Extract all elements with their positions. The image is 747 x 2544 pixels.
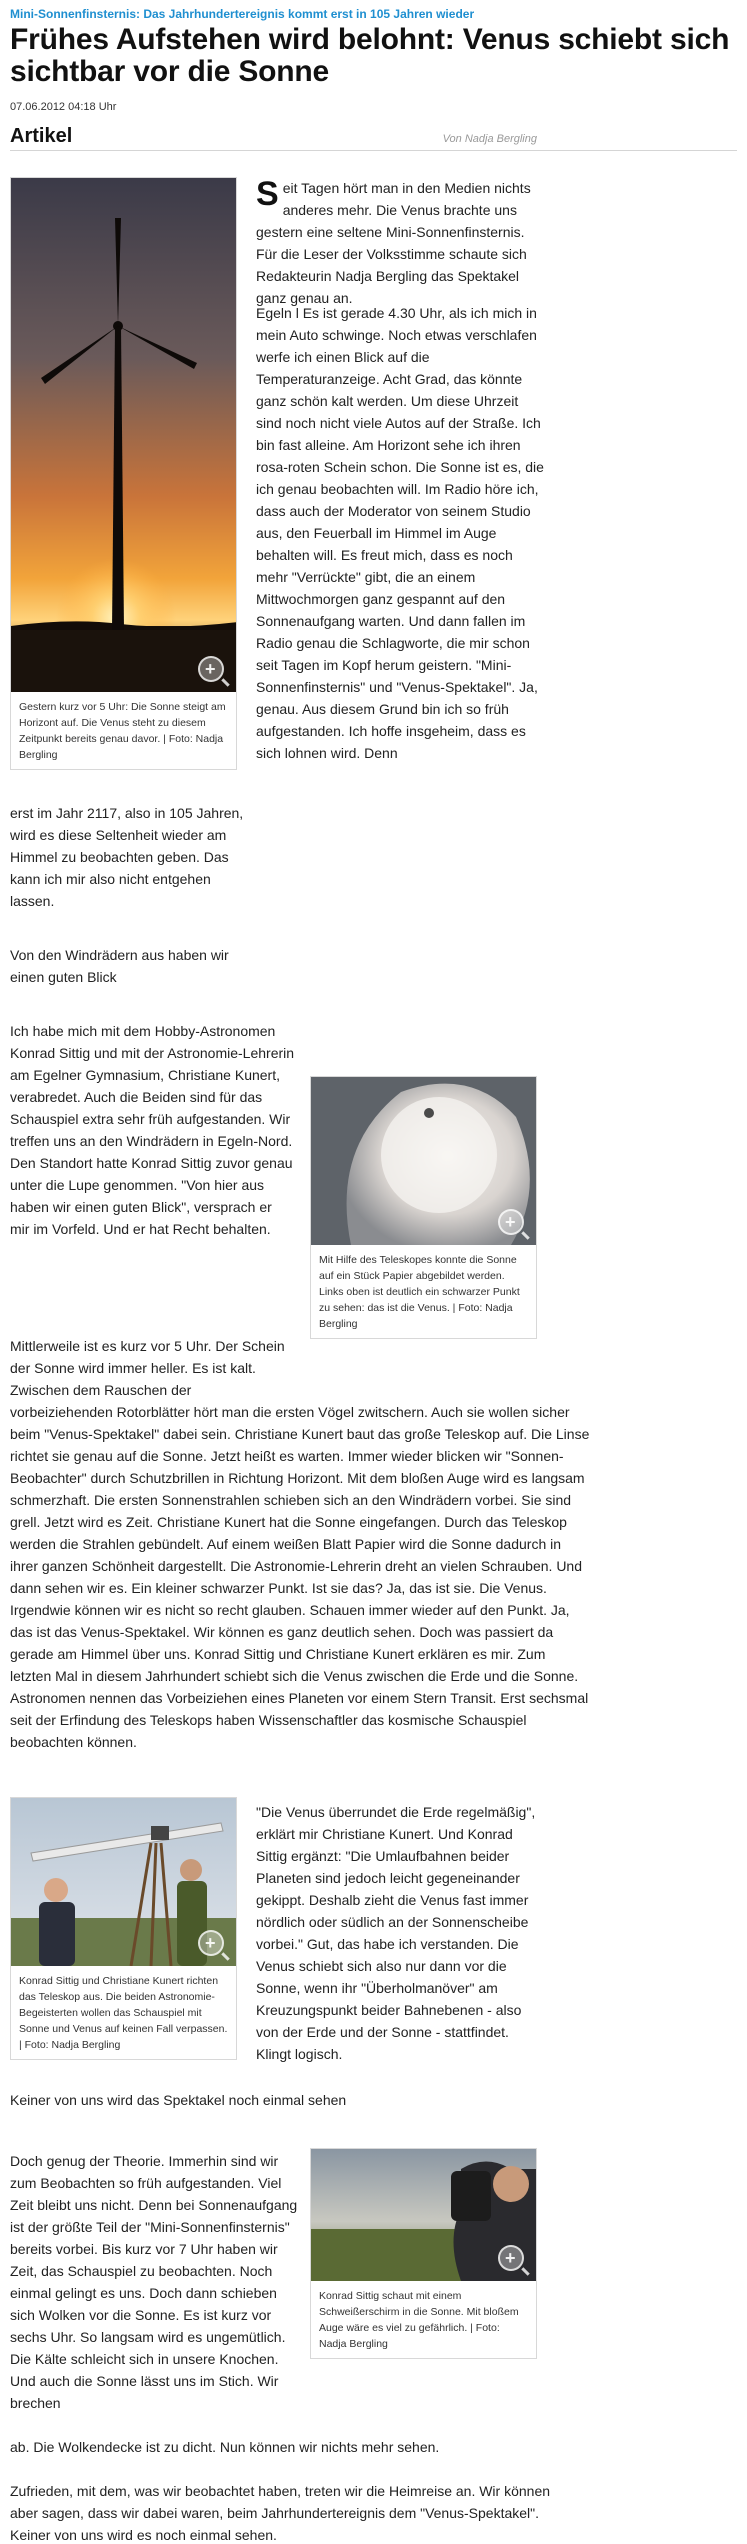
publish-date: 07.06.2012 04:18 Uhr [10, 101, 117, 113]
sun-paper-photo[interactable] [311, 1077, 536, 1245]
drop-cap: S [256, 175, 279, 213]
paragraph-1-continued: erst im Jahr 2117, also in 105 Jahren, wird es diese Seltenheit wieder am Himmel zu beobachten geben. Das kann ich mir also nicht entgehen lassen. [10, 805, 244, 909]
intro-text: eit Tagen hört man in den Medien nichts anderes mehr. Die Venus brachte uns gestern eine seltene Mini-Sonnenfinsternis. Für die Leser der Volksstimme schaute sich Redakteurin Nadja Bergling das Spektakel ganz genau an. [256, 180, 531, 306]
paragraph-3a: Mittlerweile ist es kurz vor 5 Uhr. Der Schein der Sonne wird immer heller. Es ist kalt. Zwischen dem Rauschen der [10, 1338, 285, 1398]
paragraph-2: Ich habe mich mit dem Hobby-Astronomen Konrad Sittig und mit der Astronomie-Lehrerin am Egelner Gymnasium, Christiane Kunert, verabredet. Auch die Beiden sind für das Schauspiel extra sehr früh aufgestanden. Wir treffen uns an den Windrädern in Egeln-Nord. Den Standort hatte Konrad Sittig zuvor genau unter die Lupe genommen. "Von hier aus haben wir einen guten Blick", versprach er mir im Vorfeld. Und er hat Recht behalten. [10, 1023, 295, 1237]
article-headline: Frühes Aufstehen wird belohnt: Venus schiebt sich sichtbar vor die Sonne [10, 23, 730, 88]
figure-caption: Konrad Sittig schaut mit einem Schweißerschirm in die Sonne. Mit bloßem Auge wäre es viel zu gefährlich. | Foto: Nadja Bergling [319, 2290, 519, 2350]
welder-photo[interactable] [311, 2149, 536, 2281]
windmill-sunrise-image [11, 178, 236, 692]
article-kicker[interactable]: Mini-Sonnenfinsternis: Das Jahrhundertereignis kommt erst in 105 Jahren wieder [10, 7, 475, 21]
figure-welder [310, 2148, 537, 2359]
zoom-icon[interactable] [198, 656, 224, 682]
figure-telescope [10, 1797, 237, 2060]
paragraph-5a: Doch genug der Theorie. Immerhin sind wir zum Beobachten so früh aufgestanden. Viel Zeit bleibt uns nicht. Denn bei Sonnenaufgang ist der größte Teil der "Mini-Sonnenfinsternis" bereits vorbei. Bis kurz vor 7 Uhr haben wir Zeit, das Schauspiel zu beobachten. Noch einmal gelingt es uns. Doch dann schieben sich Wolken vor die Sonne. Es ist kurz vor sechs Uhr. So langsam wird es ungemütlich. Die Kälte schleicht sich in unsere Knochen. Und auch die Sonne lässt uns im Stich. Wir brechen [10, 2153, 298, 2411]
subhead-1: Von den Windrädern aus haben wir einen guten Blick [10, 947, 229, 985]
paragraph-4: "Die Venus überrundet die Erde regelmäßig", erklärt mir Christiane Kunert. Und Konrad Sittig ergänzt: "Die Umlaufbahnen beider Planeten sind jedoch leicht gegeneinander gekippt. Deshalb zieht die Venus fast immer nördlich oder südlich an der Sonnenscheibe vorbei." Gut, das habe ich verstanden. Die Venus schiebt sich also nur dann vor die Sonne, wenn ihr "Überholmanöver" am Kreuzungspunkt beider Bahnebenen - also von der Erde und der Sonne - stattfindet. Klingt logisch. [256, 1804, 536, 2062]
section-title: Artikel [10, 125, 73, 147]
figure-caption: Gestern kurz vor 5 Uhr: Die Sonne steigt am Horizont auf. Die Venus steht zu diesem Zeitpunkt bereits genau davor. | Foto: Nadja Bergling [19, 701, 226, 761]
figure-windmill [10, 177, 237, 770]
paragraph-6: Zufrieden, mit dem, was wir beobachtet haben, treten wir die Heimreise an. Wir können aber sagen, dass wir dabei waren, beim Jahrhundertereignis dem "Venus-Spektakel". Keiner von uns wird es noch einmal sehen. [10, 2483, 551, 2543]
telescope-photo[interactable] [11, 1798, 236, 1966]
intro-paragraph [256, 177, 546, 309]
paragraph-3b: vorbeiziehenden Rotorblätter hört man die ersten Vögel zwitschern. Auch sie wollen sicher beim "Venus-Spektakel" dabei sein. Christiane Kunert baut das große Teleskop auf. Die Linse richtet sie genau auf die Sonne. Jetzt heißt es warten. Immer wieder blicken wir "Sonnen-Beobachter" durch Schutzbrillen in Richtung Horizont. Mit dem bloßen Auge wird es langsam schmerzhaft. Die ersten Sonnenstrahlen schieben sich an den Windrädern vorbei. Sie sind grell. Jetzt wird es Zeit. Christiane Kunert hat die Sonne eingefangen. Durch das Teleskop werden die Strahlen gebündelt. Auf einem weißen Blatt Papier wird die Sonne dadurch in ihrer ganzen Schönheit dargestellt. Die Astronomie-Lehrerin dreht an vielen Schrauben. Und dann sehen wir es. Ein kleiner schwarzer Punkt. Ist sie das? Ja, das ist sie. Die Venus. Irgendwie können wir es nicht so recht glauben. Schauen immer wieder auf den Punkt. Ja, das ist das Venus-Spektakel. Wir können es ganz deutlich sehen. Doch was passiert da gerade am Himmel über uns. Konrad Sittig und Christiane Kunert erklären es mir. Zum letzten Mal in diesem Jahrhundert schiebt sich die Venus zwischen die Erde und die Sonne. Astronomen nennen das Vorbeiziehen eines Planeten vor einem Stern Transit. Erst sechsmal seit der Erfindung des Teleskops haben Wissenschaftler das kosmische Schauspiel beobachten können. [10, 1404, 590, 1750]
zoom-icon[interactable] [498, 2245, 524, 2271]
paragraph-5b: ab. Die Wolkendecke ist zu dicht. Nun können wir nichts mehr sehen. [10, 2439, 440, 2455]
zoom-icon[interactable] [498, 1209, 524, 1235]
subhead-2: Keiner von uns wird das Spektakel noch einmal sehen [10, 2092, 347, 2108]
figure-caption: Konrad Sittig und Christiane Kunert richten das Teleskop aus. Die beiden Astronomie-Begeisterten wollen das Schauspiel mit Sonne und Venus auf keinen Fall verpassen. | Foto: Nadja Bergling [19, 1975, 228, 2051]
figure-caption: Mit Hilfe des Teleskopes konnte die Sonne auf ein Stück Papier abgebildet werden. Links oben ist deutlich ein schwarzer Punkt zu sehen: das ist die Venus. | Foto: Nadja Bergling [319, 1254, 520, 1330]
zoom-icon[interactable] [198, 1930, 224, 1956]
windmill-photo[interactable] [11, 178, 236, 692]
author-byline: Von Nadja Bergling [442, 133, 537, 145]
section-header [10, 124, 737, 151]
paragraph-1: Egeln l Es ist gerade 4.30 Uhr, als ich mich in mein Auto schwinge. Noch etwas verschlafen werfe ich einen Blick auf die Temperaturanzeige. Acht Grad, das könnte ganz schön kalt werden. Um diese Uhrzeit sind noch nicht viele Autos auf der Straße. Ich bin fast alleine. Am Horizont sehe ich ihren rosa-roten Schein schon. Die Sonne ist es, die ich genau beobachten will. Im Radio höre ich, dass auch der Moderator von seinem Studio aus, den Feuerball im Himmel im Auge behalten will. Es freut mich, dass es noch mehr "Verrückte" gibt, die an einem Mittwochmorgen ganz gespannt auf den Sonnenaufgang warten. Und dann fallen im Radio genau die Schlagworte, die mir schon seit Tagen im Kopf herum geistern. "Mini-Sonnenfinsternis" und "Venus-Spektakel". Ja, genau. Aus diesem Grund bin ich so früh aufgestanden. Ich hoffe insgeheim, dass es sich lohnen wird. Denn [256, 305, 544, 761]
figure-sun-paper [310, 1076, 537, 1339]
